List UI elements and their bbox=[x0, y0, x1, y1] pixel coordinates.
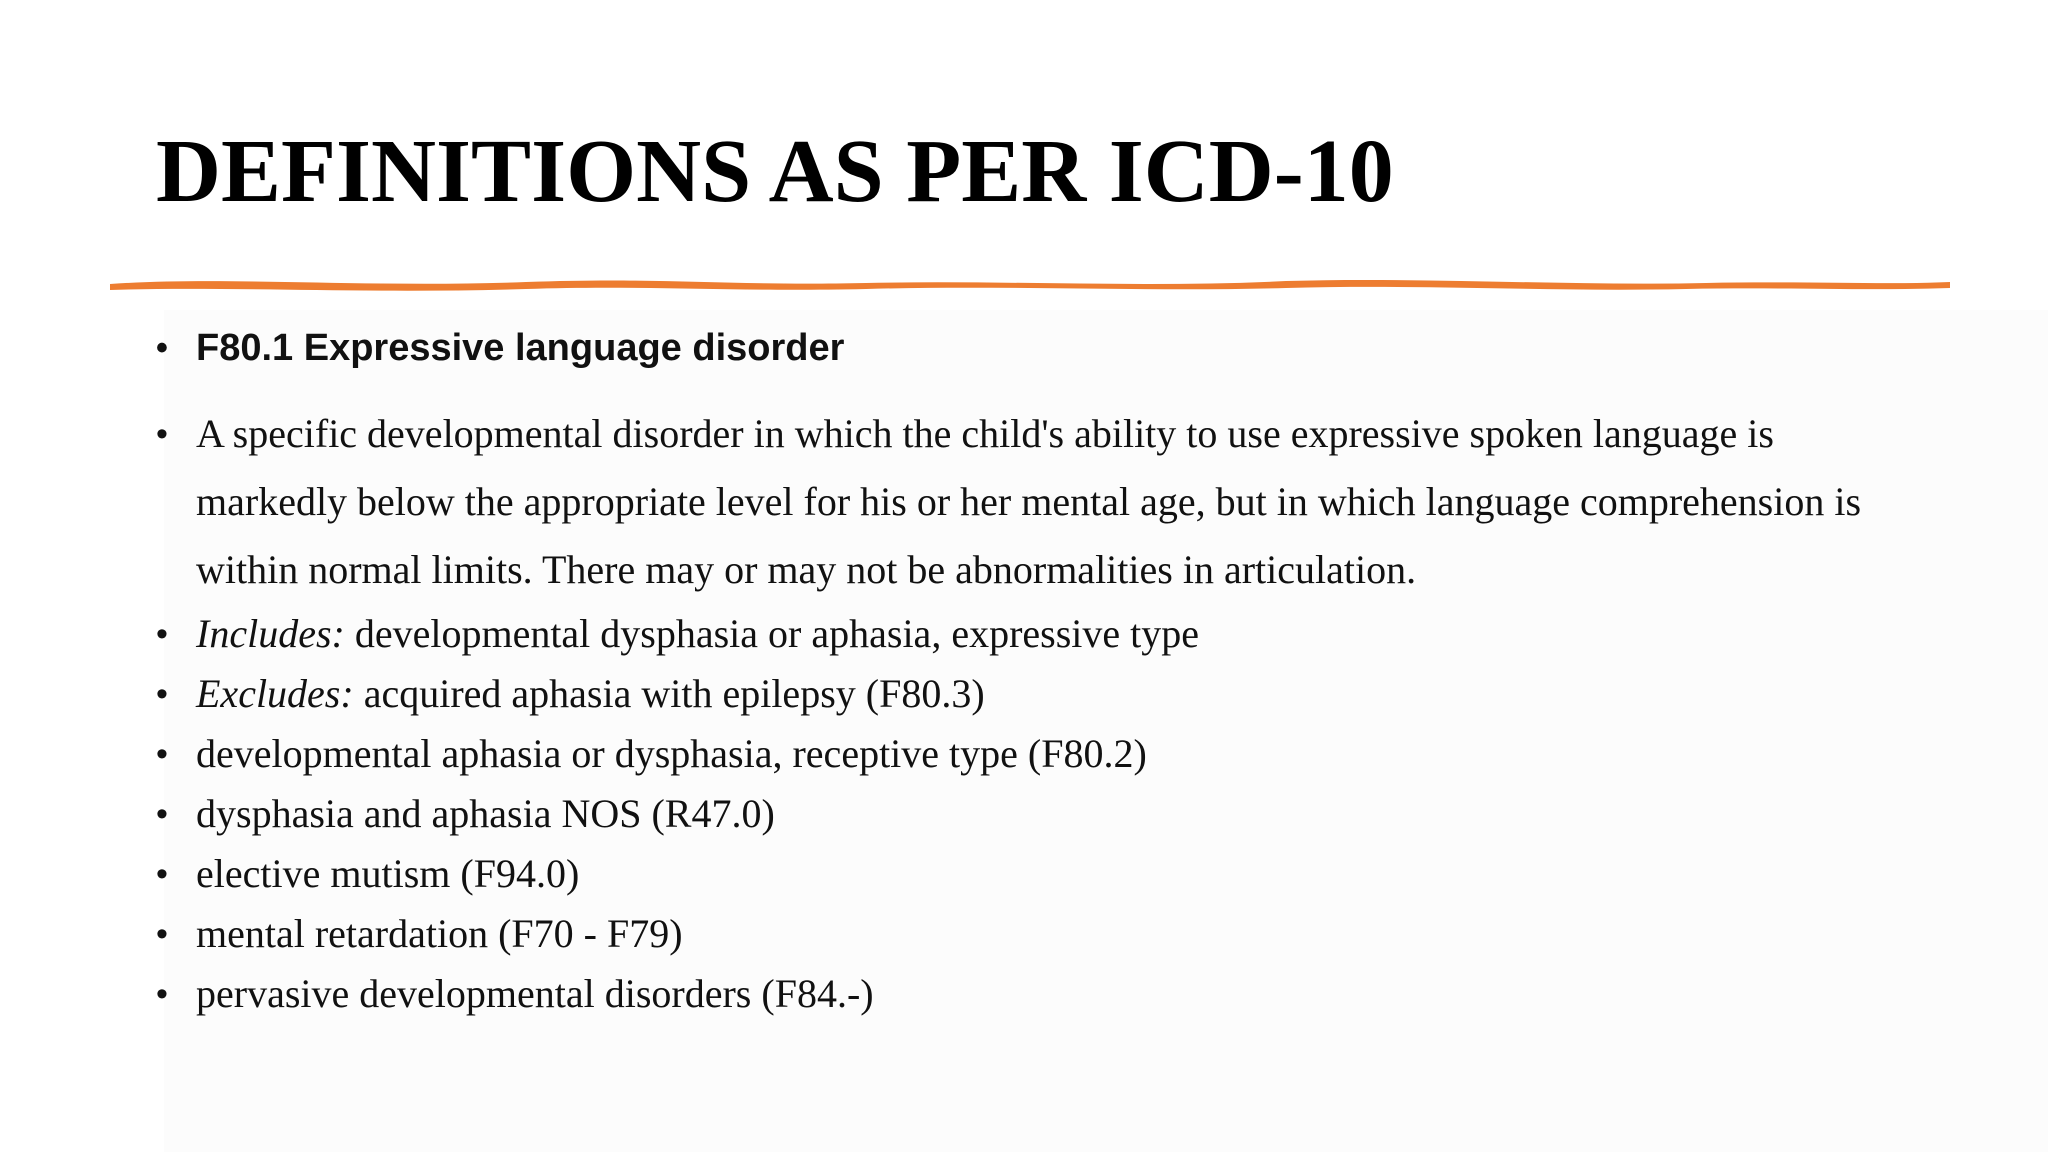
exclusion-text: pervasive developmental disorders (F84.-) bbox=[196, 971, 874, 1016]
excludes-label: Excludes: bbox=[196, 671, 354, 716]
brush-stroke bbox=[110, 280, 1950, 291]
bullet-excludes bbox=[156, 664, 1916, 724]
bullet-dot: • bbox=[156, 329, 168, 367]
includes-text: developmental dysphasia or aphasia, expressive type bbox=[344, 611, 1200, 656]
exclusion-item bbox=[156, 904, 1916, 964]
bullet-dot: • bbox=[156, 615, 168, 653]
exclusion-item bbox=[156, 784, 1916, 844]
title-underline bbox=[106, 268, 1954, 300]
heading-text: F80.1 Expressive language disorder bbox=[196, 327, 845, 369]
exclusion-item bbox=[156, 964, 1916, 1024]
exclusion-text: mental retardation (F70 - F79) bbox=[196, 911, 683, 956]
bullet-dot: • bbox=[156, 855, 168, 893]
bullet-dot: • bbox=[156, 735, 168, 773]
bullet-dot: • bbox=[156, 415, 168, 453]
exclusion-item bbox=[156, 724, 1916, 784]
bullet-description bbox=[156, 400, 1916, 604]
exclusion-text: dysphasia and aphasia NOS (R47.0) bbox=[196, 791, 775, 836]
description-text: A specific developmental disorder in which the child's ability to use expressive spoken language is markedly below the appropriate level for his or her mental age, but in which language comprehension is within normal limits. There may or may not be abnormalities in articulation. bbox=[196, 411, 1862, 592]
exclusion-text: developmental aphasia or dysphasia, receptive type (F80.2) bbox=[196, 731, 1147, 776]
bullet-dot: • bbox=[156, 675, 168, 713]
includes-label: Includes: bbox=[196, 611, 345, 656]
exclusion-item bbox=[156, 844, 1916, 904]
excludes-text: acquired aphasia with epilepsy (F80.3) bbox=[353, 671, 985, 716]
bullet-list bbox=[156, 318, 1916, 1024]
exclusion-text: elective mutism (F94.0) bbox=[196, 851, 580, 896]
bullet-includes bbox=[156, 604, 1916, 664]
slide-title: DEFINITIONS AS PER ICD-10 bbox=[156, 122, 1394, 221]
bullet-dot: • bbox=[156, 795, 168, 833]
bullet-heading bbox=[156, 318, 1916, 378]
bullet-dot: • bbox=[156, 975, 168, 1013]
bullet-dot: • bbox=[156, 915, 168, 953]
